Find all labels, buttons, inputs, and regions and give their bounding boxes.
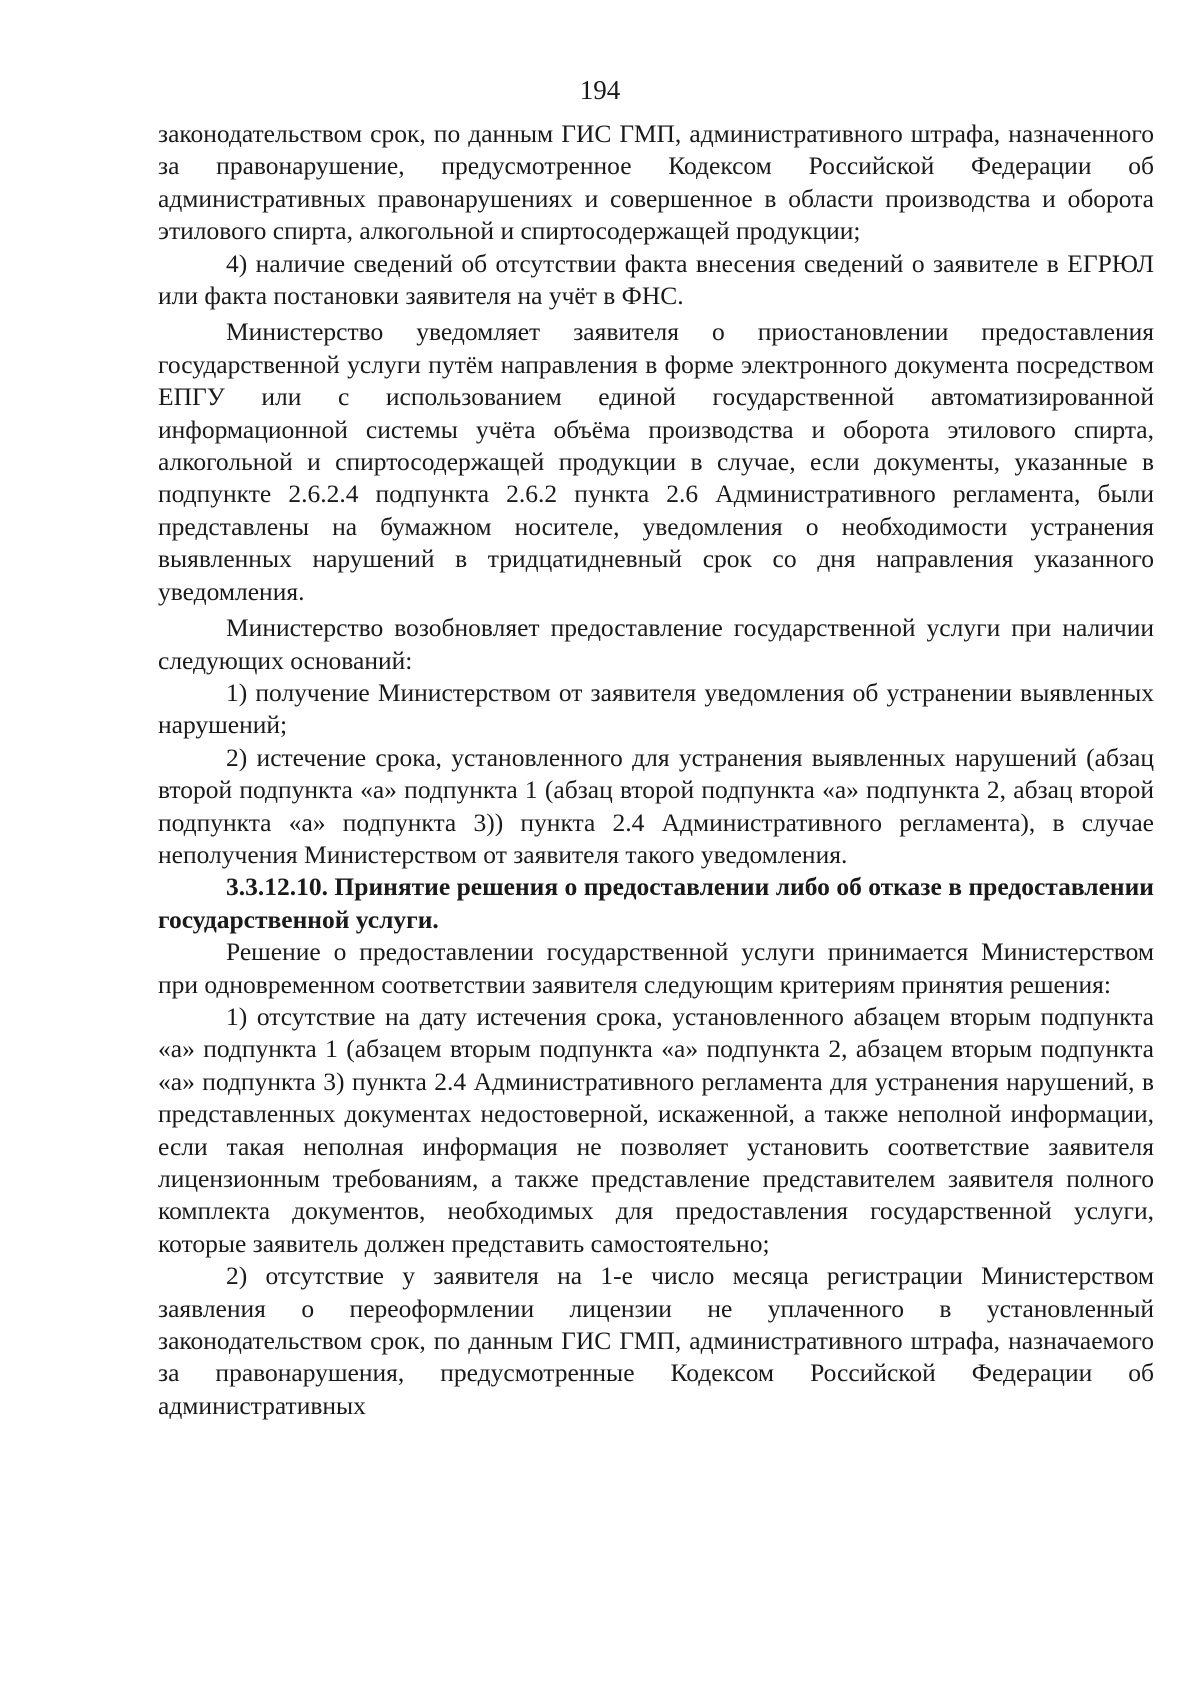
section-heading: 3.3.12.10. Принятие решения о предоставлении либо об отказе в предоставлении государственной услуги. <box>158 872 1154 934</box>
paragraph-suspension-notice: Министерство уведомляет заявителя о приостановлении предоставления государственной услуги путём направления в форме электронного документа посредством ЕПГУ или с использованием единой государственной автоматизированной информационной системы учёта объёма производства и оборота этилового спирта, алкогольной и спиртосодержащей продукции в случае, если документы, указанные в подпункте 2.6.2.4 подпункта 2.6.2 пункта 2.6 Административного регламента, были представлены на бумажном носителе, уведомления о необходимости устранения выявленных нарушений в тридцатидневный срок со дня направления указанного уведомления. <box>158 317 1154 606</box>
document-body <box>158 118 1154 1422</box>
paragraph-continuation: законодательством срок, по данным ГИС ГМП, административного штрафа, назначенного за правонарушение, предусмотренное Кодексом Российской Федерации об административных правонарушениях и совершенное в области производства и оборота этилового спирта, алкогольной и спиртосодержащей продукции; <box>158 119 1154 246</box>
page-number: 194 <box>579 75 621 105</box>
paragraph-resumption: Министерство возобновляет предоставление государственной услуги при наличии следующих оснований: <box>158 613 1154 675</box>
paragraph-decision: Решение о предоставлении государственной услуги принимается Министерством при одновременном соответствии заявителя следующим критериям принятия решения: <box>158 937 1154 999</box>
list-item-4: 4) наличие сведений об отсутствии факта внесения сведений о заявителе в ЕГРЮЛ или факта постановки заявителя на учёт в ФНС. <box>158 248 1154 311</box>
list-item-criteria-1: 1) отсутствие на дату истечения срока, установленного абзацем вторым подпункта «а» подпункта 1 (абзацем вторым подпункта «а» подпункта 2, абзацем вторым подпункта «а» подпункта 3) пункта 2.4 Административного регламента для устранения нарушений, в представленных документах недостоверной, искаженной, а также неполной информации, если такая неполная информация не позволяет установить соответствие заявителя лицензионным требованиям, а также представление представителем заявителя полного комплекта документов, необходимых для предоставления государственной услуги, которые заявитель должен представить самостоятельно; <box>158 1001 1154 1258</box>
list-item-criteria-2: 2) отсутствие у заявителя на 1-е число месяца регистрации Министерством заявления о переоформлении лицензии не уплаченного в установленный законодательством срок, по данным ГИС ГМП, административного штрафа, назначаемого за правонарушения, предусмотренные Кодексом Российской Федерации об административных <box>158 1261 1154 1420</box>
list-item-resumption-2: 2) истечение срока, установленного для устранения выявленных нарушений (абзац второй подпункта «а» подпункта 1 (абзац второй подпункта «а» подпункта 2, абзац второй подпункта «а» подпункта 3)) пункта 2.4 Административного регламента), в случае неполучения Министерством от заявителя такого уведомления. <box>158 742 1154 869</box>
list-item-resumption-1: 1) получение Министерством от заявителя уведомления об устранении выявленных нарушений; <box>158 677 1154 740</box>
